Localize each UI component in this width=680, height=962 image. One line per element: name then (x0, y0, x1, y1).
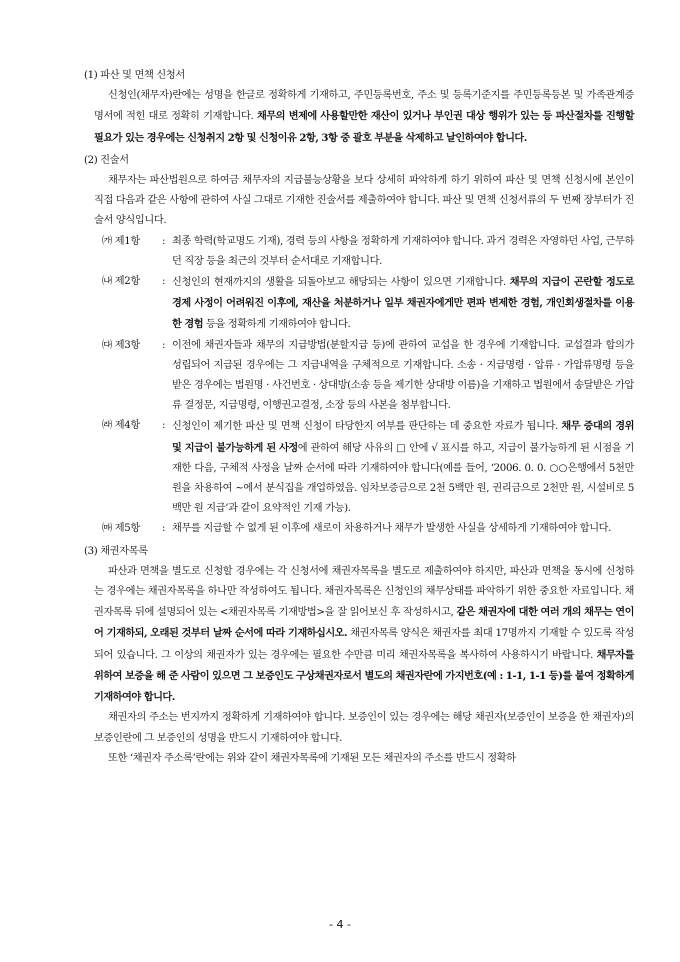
item-label: ㈒ 제5항 (102, 523, 140, 535)
item-label: ㈏ 제2항 (102, 276, 140, 288)
statement-item-3 (102, 336, 634, 417)
item-bold-text: 채무 증대의 경위 및 지급이 불가능하게 된 사정 (172, 420, 634, 454)
page-number: - 4 - (329, 918, 351, 931)
section-3-bold-text-2: 채무자를 위하여 보증을 해 준 사람이 있으면 그 보증인도 구상채권자로서 별도의 채권자란에 가지번호(예 : 1-1, 1-1 등)를 붙여 정확하게 기재하여야 합니다. (94, 648, 634, 704)
item-separator: : (162, 339, 166, 351)
item-text: 신청인이 제기한 파산 및 면책 신청이 타당한지 여부를 판단하는 데 중요한 자료가 됩니다. 채무 증대의 경위 및 지급이 불가능하게 된 사정에 관하여 해당 사유의 □ 안에 √ 표시를 하고, 지급이 불가능하게 된 시점을 기재한 다음, 구체적 사정을 날짜 순서에 따라 기재하여야 합니다(예를 들어, ‘2006. 0. 0. ○○은행에서 5천만 원을 차용하여 ~에서 분식집을 개업하였음. 임차보증금으로 2천 5백만 원, 권리금으로 2천만 원, 시설비로 5백만 원 지급’과 같이 요약적인 기재 가능). (172, 420, 635, 515)
section-3-paragraph-1: 파산과 면책을 별도로 신청할 경우에는 각 신청서에 채권자목록을 별도로 제출하여야 하지만, 파산과 면책을 동시에 신청하는 경우에는 채권자목록을 하나만 작성하여도 됩니다. 채권자목록은 신청인의 채무상태를 파악하기 위한 중요한 자료입니다. 채권자목록 뒤에 설명되어 있는 <채권자목록 기재방법>을 잘 읽어보신 후 작성하시고, 같은 채권자에 대한 여러 개의 채무는 연이어 기재하되, 오래된 것부터 날짜 순서에 따라 기재하십시오. 채권자목록 양식은 채권자를 최대 17명까지 기재할 수 있도록 작성되어 있습니다. 그 이상의 채권자가 있는 경우에는 필요한 수만큼 미리 채권자목록을 복사하여 사용하시기 바랍니다. 채무자를 위하여 보증을 해 준 사람이 있으면 그 보증인도 구상채권자로서 별도의 채권자란에 가지번호(예 : 1-1, 1-1 등)를 붙여 정확하게 기재하여야 합니다. (94, 565, 634, 704)
statement-item-2 (102, 272, 634, 336)
item-text: 최종 학력(학교명도 기재), 경력 등의 사항을 정확하게 기재하여야 합니다. 과거 경력은 자영하던 사업, 근무하던 직장 등을 최근의 것부터 순서대로 기재합니다. (172, 235, 634, 267)
statement-item-1 (102, 232, 634, 272)
item-separator: : (162, 235, 166, 247)
item-separator: : (162, 276, 166, 288)
section-3-paragraph-2: 채권자의 주소는 번지까지 정확하게 기재하여야 합니다. 보증인이 있는 경우에는 해당 채권자(보증인이 보증을 한 채권자)의 보증인란에 그 보증인의 성명을 반드시 기재하여야 합니다. (94, 712, 634, 744)
section-1-heading: (1) 파산 및 면책 신청서 (84, 70, 185, 81)
item-bold-text: 채무의 지급이 곤란할 정도로 경제 사정이 어려워진 이후에, 재산을 처분하거나 일부 채권자에게만 편파 변제한 경험, 개인회생절차를 이용한 경험 (172, 276, 634, 331)
section-1-bold-text: 채무의 변제에 사용할만한 재산이 있거나 부인권 대상 행위가 있는 등 파산절차를 진행할 필요가 있는 경우에는 신청취지 2항 및 신청이유 2항, 3항 중 괄호 부분을 삭제하고 날인하여야 합니다. (94, 110, 634, 144)
item-label: ㈑ 제4항 (102, 420, 140, 432)
item-text: 신청인의 현재까지의 생활을 되돌아보고 해당되는 사항이 있으면 기재합니다. 채무의 지급이 곤란할 정도로 경제 사정이 어려워진 이후에, 재산을 처분하거나 일부 채권자에게만 편파 변제한 경험, 개인회생절차를 이용한 경험 등을 정확하게 기재하여야 합니다. (172, 276, 634, 331)
statement-item-5 (102, 519, 634, 539)
section-3-bold-text-1: 같은 채권자에 대한 여러 개의 채무는 연이어 기재하되, 오래된 것부터 날짜 순서에 따라 기재하십시오. (94, 606, 634, 640)
section-3-heading: (3) 채권자목록 (84, 545, 148, 557)
section-1-paragraph (94, 86, 634, 149)
item-label: ㈎ 제1항 (102, 235, 140, 247)
item-text: 채무를 지급할 수 없게 된 이후에 새로이 차용하거나 채무가 발생한 사실을 상세하게 기재하여야 합니다. (172, 523, 612, 535)
section-2-heading: (2) 진술서 (84, 154, 129, 166)
section-2-paragraph: 채무자는 파산법원으로 하여금 채무자의 지급불능상황을 보다 상세히 파악하게 하기 위하여 파산 및 면책 신청시에 본인이 직접 다음과 같은 사항에 관하여 사실 그대로 기재한 진술서를 제출하여야 합니다. 파산 및 면책 신청서류의 두 번째 장부터가 진술서 양식입니다. (94, 175, 634, 227)
item-separator: : (162, 523, 166, 535)
document-body (84, 66, 634, 769)
item-separator: : (162, 420, 166, 432)
statement-item-4 (102, 416, 634, 519)
section-3-paragraph-3: 또한 ‘채권자 주소록’란에는 위와 같이 채권자목록에 기재된 모든 채권자의 주소를 반드시 정확하 (108, 752, 516, 764)
item-label: ㈐ 제3항 (102, 339, 140, 351)
item-text: 이전에 채권자들과 채무의 지급방법(분할지급 등)에 관하여 교섭을 한 경우에 기재합니다. 교섭결과 합의가 성립되어 지급된 경우에는 그 지급내역을 구체적으로 기재합니다. 소송 · 지급명령 · 압류 · 가압류명령 등을 받은 경우에는 법원명 · 사건번호 · 상대방(소송 등을 제기한 상대방 이름)을 기재하고 법원에서 송달받은 가압류 결정문, 지급명령, 이행권고결정, 소장 등의 사본을 첨부합니다. (172, 339, 634, 412)
section-1-text: 신청인(채무자)란에는 성명을 한글로 정확하게 기재하고, 주민등록번호, 주소 및 등록기준지를 주민등록등본 및 가족관계증명서에 적힌 대로 정확히 기재합니다. (94, 90, 634, 123)
